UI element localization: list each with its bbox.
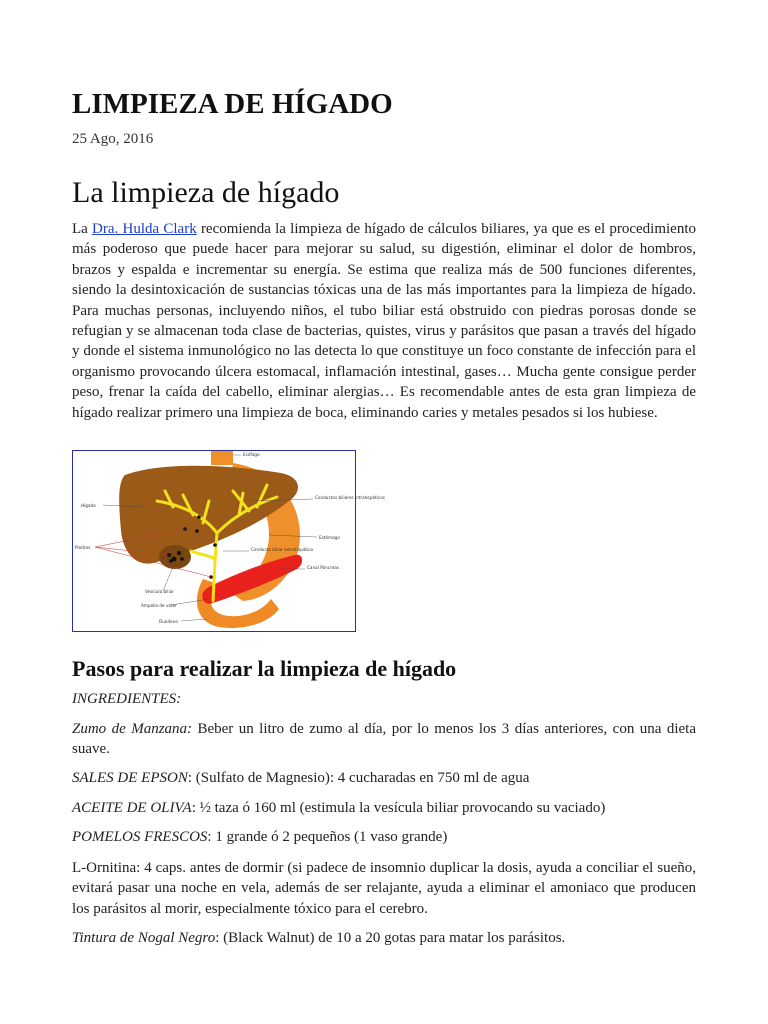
ingredient-name: POMELOS FRESCOS: [72, 829, 208, 845]
ingredient-name: Zumo de Manzana:: [72, 721, 193, 737]
ingredient-name: ACEITE DE OLIVA: [72, 800, 192, 816]
ingredient-name: SALES DE EPSON: [72, 770, 188, 786]
ingredient-item: [72, 719, 696, 760]
liver-illustration: [73, 451, 385, 631]
label-conductos-intra: Conductos biliares intrahepáticos: [315, 495, 385, 500]
ingredient-item: [72, 798, 696, 818]
label-vesicula: Vesícula biliar: [145, 589, 174, 594]
liver-diagram: [72, 450, 385, 632]
page-title: LIMPIEZA DE HÍGADO: [72, 88, 393, 120]
esophagus-shape: [211, 451, 233, 465]
ingredient-text: : (Sulfato de Magnesio): 4 cucharadas en 750 ml de agua: [187, 770, 530, 786]
ingredient-text: : 1 grande ó 2 pequeños (1 vaso grande): [207, 829, 448, 845]
intro-prefix: La: [72, 221, 93, 237]
label-canal: Canal Páncreas: [307, 565, 340, 570]
ingredient-item: [72, 827, 696, 847]
ingredient-text: : ½ taza ó 160 ml (estimula la vesícula biliar provocando su vaciado): [191, 800, 606, 816]
intro-paragraph: [72, 219, 696, 423]
section-heading: La limpieza de hígado: [72, 176, 340, 209]
label-ampolla: Ampolla de vater: [141, 603, 177, 608]
ingredient-text: Beber un litro de zumo al día, por lo menos los 3 días anteriores, con una dieta suave.: [72, 721, 696, 758]
ingredient-text: L-Ornitina: 4 caps. antes de dormir (si padece de insomnio duplicar la dosis, ayuda a conciliar el sueño, evitará pasar una noche en vela, además de ser relajante, ayuda a eliminar el amoniaco que producen los parásitos al morir, especialmente tóxico para el cerebro.: [72, 860, 696, 917]
ingredient-item: [72, 858, 696, 919]
ingredient-item: [72, 928, 696, 948]
intro-text: recomienda la limpieza de hígado de cálculos biliares, ya que es el procedimiento más poderoso que puede hacer para mejorar su salud, su digestión, eliminar el dolor de hombros, brazos y espalda e incrementar su energía. Se estima que realiza más de 500 funciones diferentes, siendo la desintoxicación de sustancias tóxicas una de las más importantes para la limpieza de hígado. Para muchas personas, incluyendo niños, el tubo biliar está obstruido con piedras porosas donde se refugian y se almacenan toda clase de bacterias, quistes, virus y parásitos que pasan a través del hígado y donde el sistema inmunológico no las detecta lo que constituye un foco constante de infección para el organismo provocando úlcera estomacal, inflamación intestinal, gases… Mucha gente consigue perder peso, frenar la caída del cabello, eliminar alergias… Es recomendable antes de esta gran limpieza de hígado realizar primero una limpieza de boca, eliminando caries y metales pesados si los hubiese.: [72, 221, 697, 421]
ingredient-name: Tintura de Nogal Negro: [72, 930, 216, 946]
label-esofago: Esófago: [243, 452, 260, 457]
label-higado: Hígado: [81, 503, 96, 508]
label-estomago: Estómago: [319, 535, 340, 540]
label-piedras: Piedras: [75, 545, 91, 550]
author-link[interactable]: Dra. Hulda Clark: [92, 221, 197, 237]
steps-heading: Pasos para realizar la limpieza de hígado: [72, 656, 457, 681]
label-conducto-extra: Conducto biliar extrahepático: [251, 547, 314, 552]
ingredients-label: INGREDIENTES:: [72, 691, 182, 707]
ingredient-text: : (Black Walnut) de 10 a 20 gotas para matar los parásitos.: [215, 930, 566, 946]
publish-date: 25 Ago, 2016: [72, 131, 154, 147]
ingredient-item: [72, 768, 696, 788]
label-duodeno: Duodeno: [159, 619, 178, 624]
